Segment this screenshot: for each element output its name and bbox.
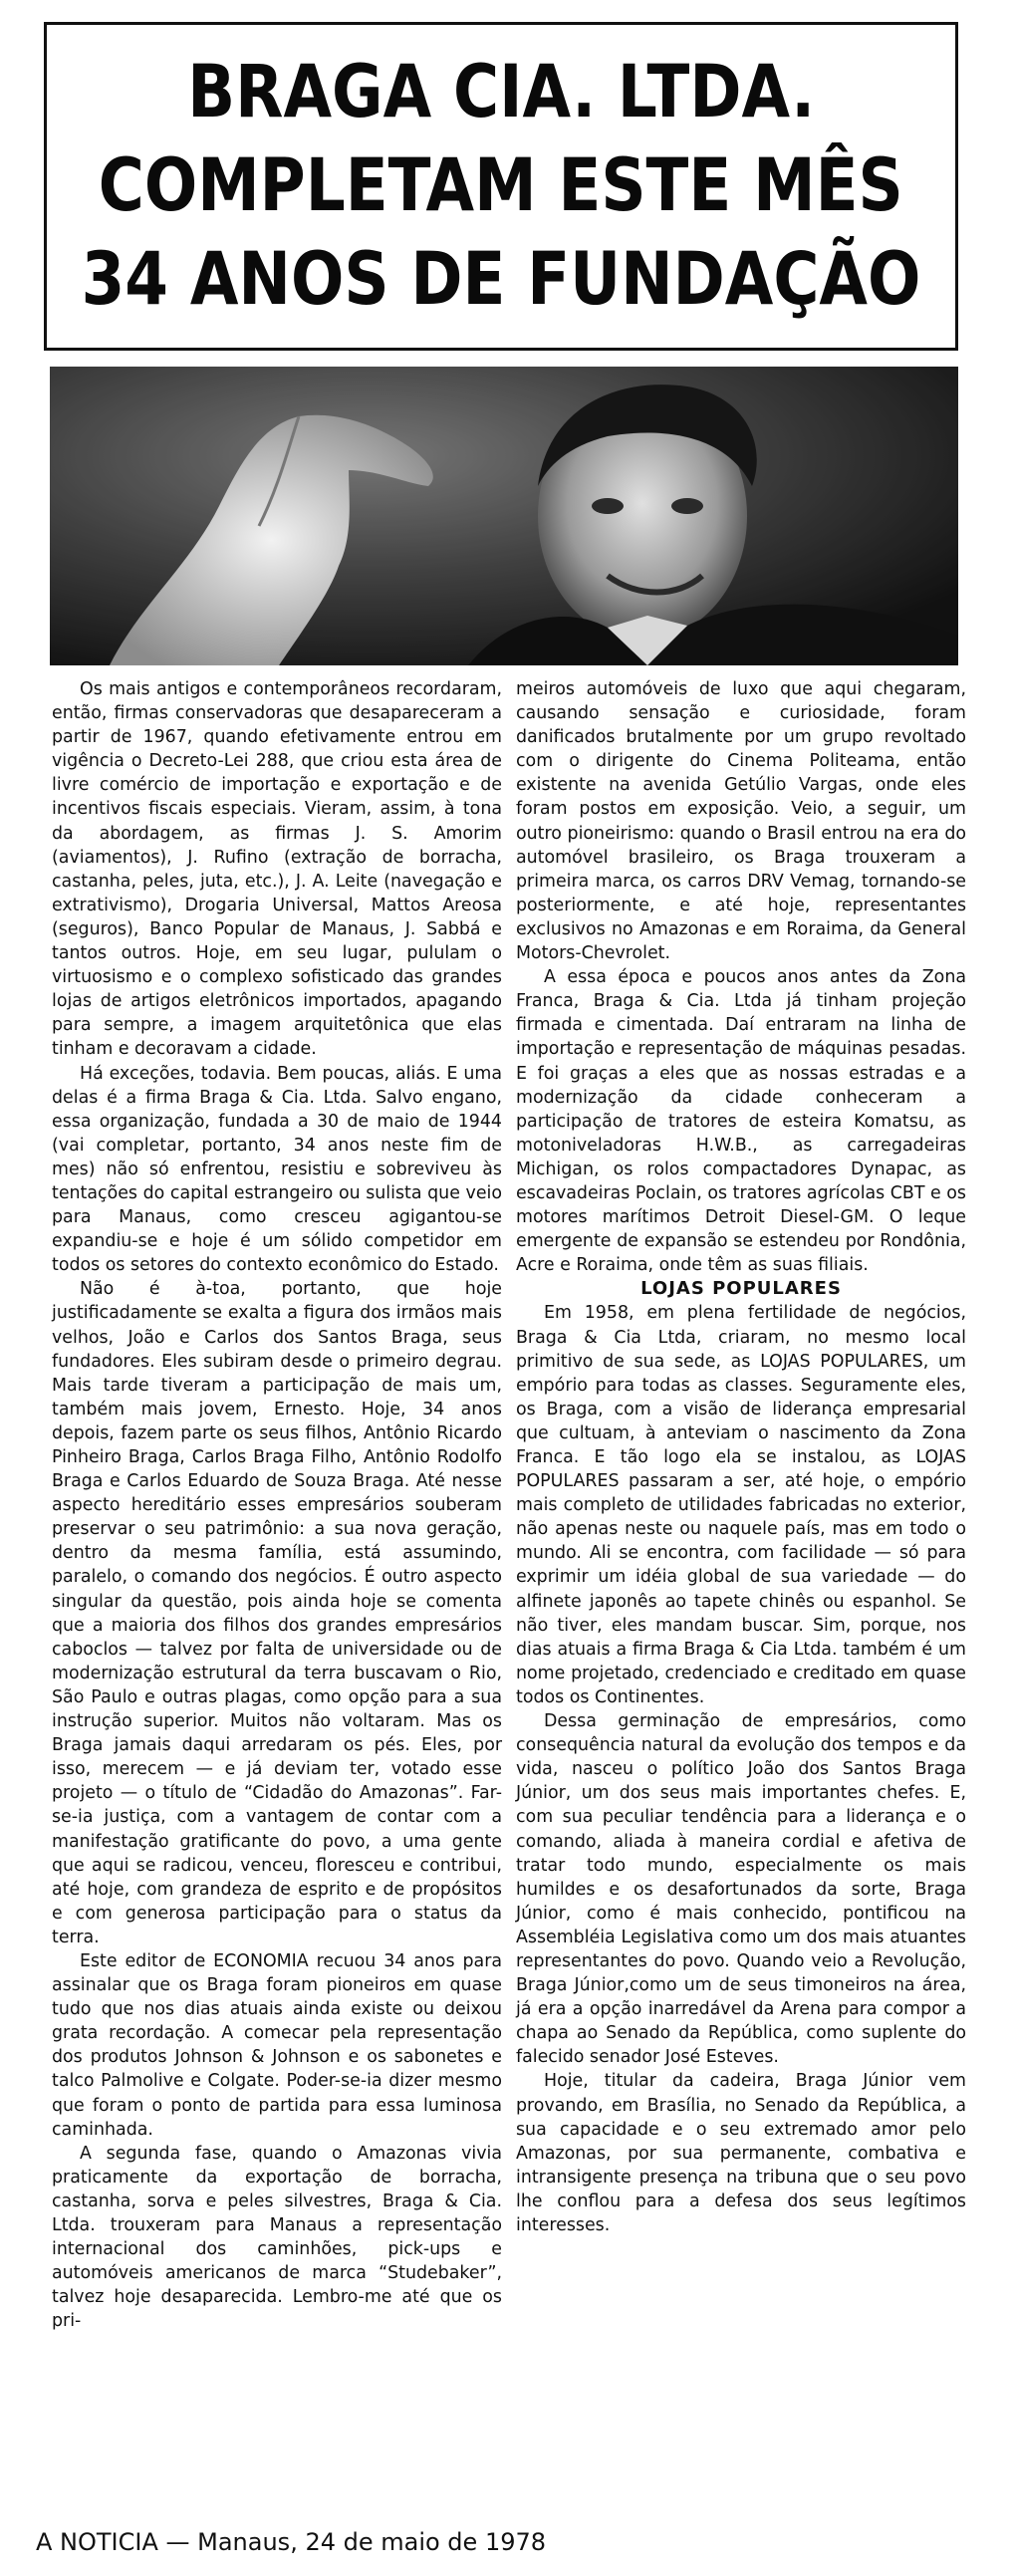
article-right-column — [516, 677, 966, 2237]
paragraph: Este editor de ECONOMIA recuou 34 anos para assinalar que os Braga foram pioneiros em quase tudo que nos dias atuais ainda existe ou deixou grata recordação. A comecar pela representação dos produtos Johnson & Johnson e os sabonetes e talco Palmolive e Colgate. Poder-se-ia dizer mesmo que foram o ponto de partida para essa luminosa caminhada. — [52, 1950, 502, 2140]
paragraph: meiros automóveis de luxo que aqui chegaram, causando sensação e curiosidade, foram danificados brutalmente por um grupo revoltado com o dirigente do Cinema Politeama, então existente na avenida Getúlio Vargas, onde eles foram postos em exposição. Veio, a seguir, um outro pioneirismo: quando o Brasil entrou na era do automóvel brasileiro, os Braga trouxeram a primeira marca, os carros DRV Vemag, tornando-se posteriormente, e até hoje, representantes exclusivos no Amazonas e em Roraima, da General Motors-Chevrolet. — [516, 679, 966, 964]
paragraph: Há exceções, todavia. Bem poucas, aliás. E uma delas é a firma Braga & Cia. Ltda. Salvo engano, essa organização, fundada a 30 de maio de 1944 (vai completar, portanto, 34 anos neste fim de mes) não só enfrentou, resistiu e sobreviveu às tentações do capital estrangeiro ou sulista que veio para Manaus, como cresceu agigantou-se expandiu-se e hoje é um sólido competidor em todos os setores do contexto econômico do Estado. — [52, 1063, 502, 1276]
paragraph: Hoje, titular da cadeira, Braga Júnior vem provando, em Brasília, no Senado da República, a sua capacidade e o seu extremado amor pelo Amazonas, por sua permanente, combativa e intransigente presença na tribuna que o seu povo lhe conflou para a defesa dos seus legítimos interesses. — [516, 2071, 966, 2235]
headline-line-1: BRAGA CIA. LTDA. — [187, 50, 815, 134]
portrait-photo-graphic — [50, 367, 958, 665]
headline-box — [44, 22, 958, 351]
paragraph: Não é à-toa, portanto, que hoje justificadamente se exalta a figura dos irmãos mais velhos, João e Carlos dos Santos Braga, seus fundadores. Eles subiram desde o primeiro degrau. Mais tarde tiveram a participação de mais um, também mais jovem, Ernesto. Hoje, 34 anos depois, fazem parte os seus filhos, Antônio Ricardo Pinheiro Braga, Carlos Braga Filho, Antônio Rodolfo Braga e Carlos Eduardo de Souza Braga. Até nesse aspecto hereditário esses empresários souberam preservar o seu patrimônio: a sua nova geração, dentro da mesma família, está assumindo, paralelo, o comando dos negócios. É outro aspecto singular da questão, pois ainda hoje se comenta que a maioria dos filhos dos grandes empresários caboclos — talvez por falta de universidade ou de modernização estrutural da terra buscavam o Rio, São Paulo e outras plagas, como opção para a sua instrução superior. Muitos não voltaram. Mas os Braga jamais daqui arredaram os pés. Eles, por isso, merecem — e já deviam ter, votado esse projeto — o título de “Cidadão do Amazonas”. Far-se-ia justiça, com a vantagem de contar com a manifestação gratificante do povo, a uma gente que aqui se radicou, venceu, floresceu e contribui, até hoje, com grandeza de esprito e de propósitos e com generosa participação para o status da terra. — [52, 1279, 502, 1947]
article-left-column — [52, 677, 502, 2333]
portrait-photo — [50, 367, 958, 665]
source-credit: A NOTICIA — Manaus, 24 de maio de 1978 — [36, 2528, 547, 2556]
paragraph: A essa época e poucos anos antes da Zona Franca, Braga & Cia. Ltda já tinham projeção firmada e cimentada. Daí entraram na linha de importação e representação de máquinas pesadas. E foi graças a eles que as nossas estradas e a modernização da cidade conheceram a participação de tratores de esteira Komatsu, as motoniveladoras H.W.B., as carregadeiras Michigan, os rolos compactadores Dynapac, as escavadeiras Poclain, os tratores agrícolas CBT e os motores marítimos Detroit Diesel-GM. O leque emergente de expansão se estendeu por Rondônia, Acre e Roraima, onde têm as suas filiais. — [516, 967, 966, 1276]
paragraph: A segunda fase, quando o Amazonas vivia praticamente da exportação de borracha, castanha, sorva e peles silvestres, Braga & Cia. Ltda. trouxeram para Manaus a representação internacional dos caminhões, pick-ups e automóveis americanos de marca “Studebaker”, talvez hoje desaparecida. Lembro-me até que os pri- — [52, 2143, 502, 2332]
headline-line-2: COMPLETAM ESTE MÊS — [99, 143, 903, 228]
paragraph: Em 1958, em plena fertilidade de negócios, Braga & Cia Ltda, criaram, no mesmo local primitivo de sua sede, as LOJAS POPULARES, um empório para todas as classes. Seguramente eles, os Braga, com a visão de liderança empresarial que cultuam, à anteviam o nascimento da Zona Franca. E tão logo ela se instalou, as LOJAS POPULARES passaram a ser, até hoje, o empório mais completo de utilidades fabricadas no exterior, não apenas neste ou naquele país, mas em todo o mundo. Ali se encontra, com facilidade — só para exprimir um idéia global de sua variedade — do alfinete japonês ao tapete chinês ou espanhol. Se não tiver, eles mandam buscar. Sim, porque, nos dias atuais a firma Braga & Cia Ltda. também é um nome projetado, credenciado e creditado em quase todos os Continentes. — [516, 1303, 966, 1707]
section-subhead: LOJAS POPULARES — [640, 1278, 842, 1300]
paragraph: Os mais antigos e contemporâneos recordaram, então, firmas conservadoras que desapareceram a partir de 1967, quando efetivamente entrou em vigência o Decreto-Lei 288, que criou esta área de livre comércio de importação e exportação e de incentivos fiscais especiais. Vieram, assim, à tona da abordagem, as firmas J. S. Amorim (aviamentos), J. Rufino (extração de borracha, castanha, peles, juta, etc.), J. A. Leite (navegação e extrativismo), Drogaria Universal, Mattos Areosa (seguros), Banco Popular de Manaus, J. Sabbá e tantos outros. Hoje, em seu lugar, pululam o virtuosismo e o complexo sofisticado das grandes lojas de artigos eletrônicos importados, apagando para sempre, a imagem arquitetônica que elas tinham e decoravam a cidade. — [52, 679, 502, 1060]
paragraph: Dessa germinação de empresários, como consequência natural da evolução dos tempos e da vida, nasceu o político João dos Santos Braga Júnior, um dos seus mais importantes chefes. E, com sua peculiar tendência para a liderança e o comando, aliada à maneira cordial e afetiva de tratar todo mundo, especialmente os mais humildes e os desafortunados da sorte, Braga Júnior, como é mais conhecido, pontificou na Assembléia Legislativa como um dos mais atuantes representantes do povo. Quando veio a Revolução, Braga Júnior,como um de seus timoneiros na área, já era a opção inarredável da Arena para compor a chapa ao Senado da República, como suplente do falecido senador José Esteves. — [516, 1711, 966, 2068]
headline-line-3: 34 ANOS DE FUNDAÇÃO — [81, 237, 921, 322]
